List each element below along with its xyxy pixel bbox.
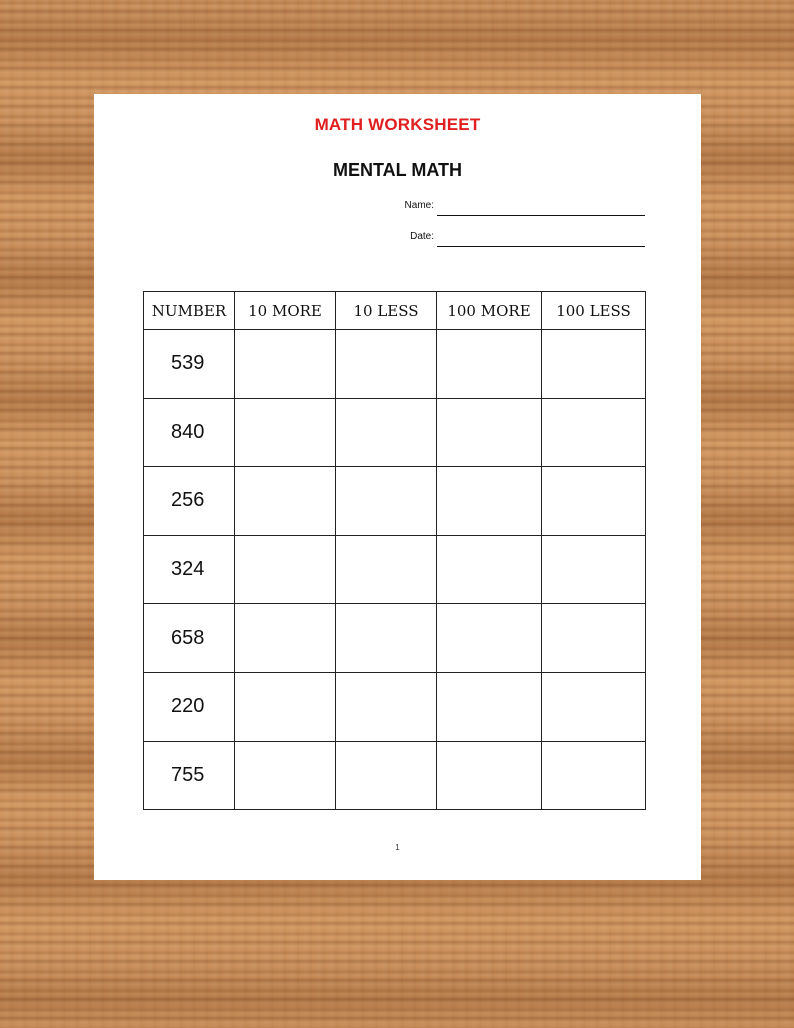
answer-cell-100-less[interactable] — [542, 741, 646, 810]
page-number: 1 — [395, 843, 400, 852]
answer-cell-10-more[interactable] — [235, 672, 336, 741]
answer-cell-10-less[interactable] — [336, 467, 437, 536]
number-cell: 324 — [144, 535, 235, 604]
header-number: NUMBER — [144, 292, 235, 330]
answer-cell-10-less[interactable] — [336, 330, 437, 399]
answer-cell-100-more[interactable] — [437, 398, 542, 467]
number-cell: 658 — [144, 604, 235, 673]
answer-cell-10-more[interactable] — [235, 467, 336, 536]
answer-cell-10-less[interactable] — [336, 672, 437, 741]
answer-cell-10-less[interactable] — [336, 535, 437, 604]
number-cell: 220 — [144, 672, 235, 741]
answer-cell-100-less[interactable] — [542, 604, 646, 673]
name-underline[interactable] — [437, 215, 645, 216]
answer-cell-10-more[interactable] — [235, 604, 336, 673]
date-label: Date: — [410, 231, 434, 242]
answer-cell-100-more[interactable] — [437, 672, 542, 741]
number-cell: 256 — [144, 467, 235, 536]
date-underline[interactable] — [437, 246, 645, 247]
answer-cell-10-more[interactable] — [235, 330, 336, 399]
table-row — [144, 741, 646, 810]
answer-cell-100-more[interactable] — [437, 330, 542, 399]
worksheet-subtitle: MENTAL MATH — [333, 160, 462, 180]
table-row — [144, 330, 646, 399]
answer-cell-10-more[interactable] — [235, 398, 336, 467]
number-cell: 755 — [144, 741, 235, 810]
answer-cell-100-less[interactable] — [542, 672, 646, 741]
answer-cell-100-less[interactable] — [542, 330, 646, 399]
answer-cell-10-less[interactable] — [336, 741, 437, 810]
header-10-less: 10 LESS — [336, 292, 437, 330]
table-header-row — [144, 292, 646, 330]
header-100-less: 100 LESS — [542, 292, 646, 330]
answer-cell-10-less[interactable] — [336, 604, 437, 673]
header-10-more: 10 MORE — [235, 292, 336, 330]
table-row — [144, 467, 646, 536]
answer-cell-100-less[interactable] — [542, 398, 646, 467]
worksheet-title: MATH WORKSHEET — [314, 115, 481, 134]
worksheet-page — [94, 94, 701, 880]
answer-cell-10-more[interactable] — [235, 535, 336, 604]
answer-cell-100-more[interactable] — [437, 535, 542, 604]
answer-cell-100-more[interactable] — [437, 467, 542, 536]
answer-cell-10-more[interactable] — [235, 741, 336, 810]
mental-math-table — [143, 291, 646, 810]
number-cell: 840 — [144, 398, 235, 467]
header-100-more: 100 MORE — [437, 292, 542, 330]
table-row — [144, 535, 646, 604]
name-field[interactable] — [394, 200, 645, 216]
answer-cell-100-more[interactable] — [437, 604, 542, 673]
table-row — [144, 604, 646, 673]
number-cell: 539 — [144, 330, 235, 399]
answer-cell-100-more[interactable] — [437, 741, 542, 810]
answer-cell-10-less[interactable] — [336, 398, 437, 467]
table-row — [144, 398, 646, 467]
answer-cell-100-less[interactable] — [542, 467, 646, 536]
name-label: Name: — [404, 200, 434, 211]
date-field[interactable] — [394, 231, 645, 247]
table-row — [144, 672, 646, 741]
answer-cell-100-less[interactable] — [542, 535, 646, 604]
